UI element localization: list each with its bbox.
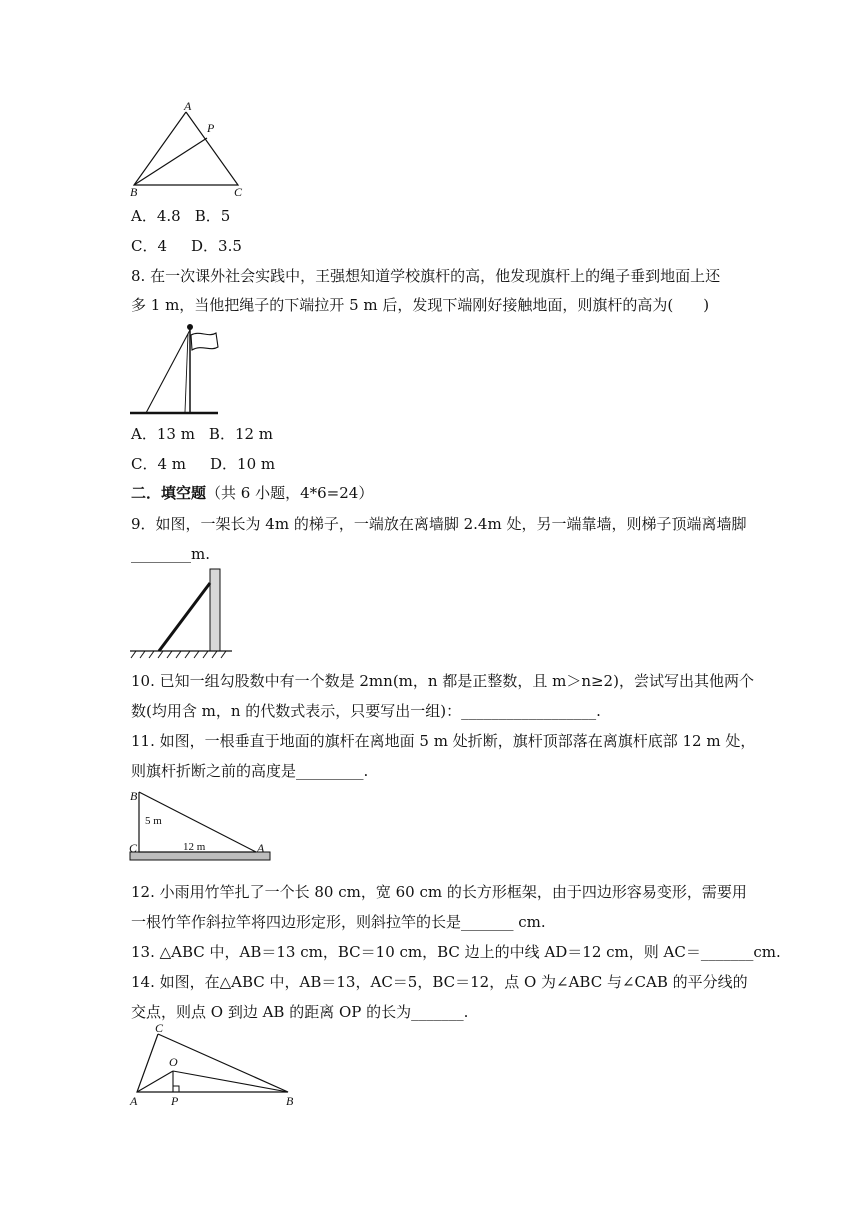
q7-option-d[interactable]: D．3.5: [191, 237, 242, 255]
label-a: A: [257, 841, 265, 855]
figure-triangle-incenter: [128, 1020, 308, 1110]
label-c: C: [234, 185, 243, 199]
q7-options-row2: [131, 236, 242, 256]
q14-text-line2: 交点，则点 O 到边 AB 的距离 OP 的长为_______.: [131, 1003, 469, 1021]
q14-text-line1: 14. 如图，在△ABC 中，AB＝13，AC＝5，BC＝12，点 O 为∠ABC 与∠CAB 的平分线的: [131, 973, 748, 991]
q7-option-a[interactable]: A．4.8: [131, 207, 181, 225]
section-title: 二．填空题: [131, 484, 207, 502]
q10-text-line1: 10. 已知一组勾股数中有一个数是 2mn(m，n 都是正整数，且 m＞n≥2)，尝试写出其他两个: [131, 672, 754, 690]
label-side-bc: 5 m: [145, 815, 162, 827]
q12-text-line1: 12. 小雨用竹竿扎了一个长 80 cm，宽 60 cm 的长方形框架，由于四边形容易变形，需要用: [131, 883, 747, 901]
figure-triangle-abp: [128, 100, 248, 200]
label-b: B: [130, 789, 138, 803]
q8-option-d[interactable]: D．10 m: [210, 455, 276, 473]
q13-text-line1: 13. △ABC 中，AB＝13 cm，BC＝10 cm，BC 边上的中线 AD＝12 cm，则 AC＝_______cm.: [131, 943, 781, 961]
q7-options-row1: [131, 206, 230, 226]
q7-option-c[interactable]: C．4: [131, 237, 168, 255]
section-fill-blank-heading: [131, 483, 373, 503]
q10-text-line2: 数(均用含 m，n 的代数式表示，只要写出一组)：__________________.: [131, 702, 601, 720]
q9-text-line2: ________m.: [131, 545, 210, 563]
label-c: C: [155, 1021, 164, 1035]
label-b: B: [286, 1094, 294, 1108]
q11-text-line1: 11. 如图，一根垂直于地面的旗杆在离地面 5 m 处折断，旗杆顶部落在离旗杆底部 12 m 处，: [131, 732, 756, 750]
label-p: P: [171, 1094, 179, 1108]
figure-broken-flagpole: [128, 786, 278, 866]
q12-text-line2: 一根竹竿作斜拉竿将四边形定形，则斜拉竿的长是_______ cm.: [131, 913, 546, 931]
section-note: （共 6 小题，4*6=24）: [206, 484, 374, 502]
q8-options-row2: [131, 454, 275, 474]
label-p: P: [207, 121, 215, 135]
q8-text-line2: 多 1 m，当他把绳子的下端拉开 5 m 后，发现下端刚好接触地面，则旗杆的高为( ): [131, 296, 710, 314]
q8-options-row1: [131, 424, 273, 444]
q8-text-line1: 8. 在一次课外社会实践中，王强想知道学校旗杆的高，他发现旗杆上的绳子垂到地面上还: [131, 267, 721, 285]
label-a: A: [184, 99, 192, 113]
q11-text-line2: 则旗杆折断之前的高度是_________.: [131, 762, 369, 780]
label-side-ca: 12 m: [183, 841, 206, 853]
q8-option-b[interactable]: B．12 m: [208, 425, 274, 443]
figure-ladder-wall: [128, 565, 238, 665]
q8-option-a[interactable]: A．13 m: [131, 425, 195, 443]
label-o: O: [169, 1055, 178, 1069]
q9-text-line1: 9．如图，一架长为 4m 的梯子，一端放在离墙脚 2.4m 处，另一端靠墙，则梯子顶端离墙脚: [131, 515, 747, 533]
q7-option-b[interactable]: B．5: [194, 207, 231, 225]
label-c: C: [129, 841, 138, 855]
label-a: A: [130, 1094, 138, 1108]
q8-option-c[interactable]: C．4 m: [131, 455, 187, 473]
label-b: B: [130, 185, 138, 199]
figure-flagpole: [128, 320, 228, 420]
